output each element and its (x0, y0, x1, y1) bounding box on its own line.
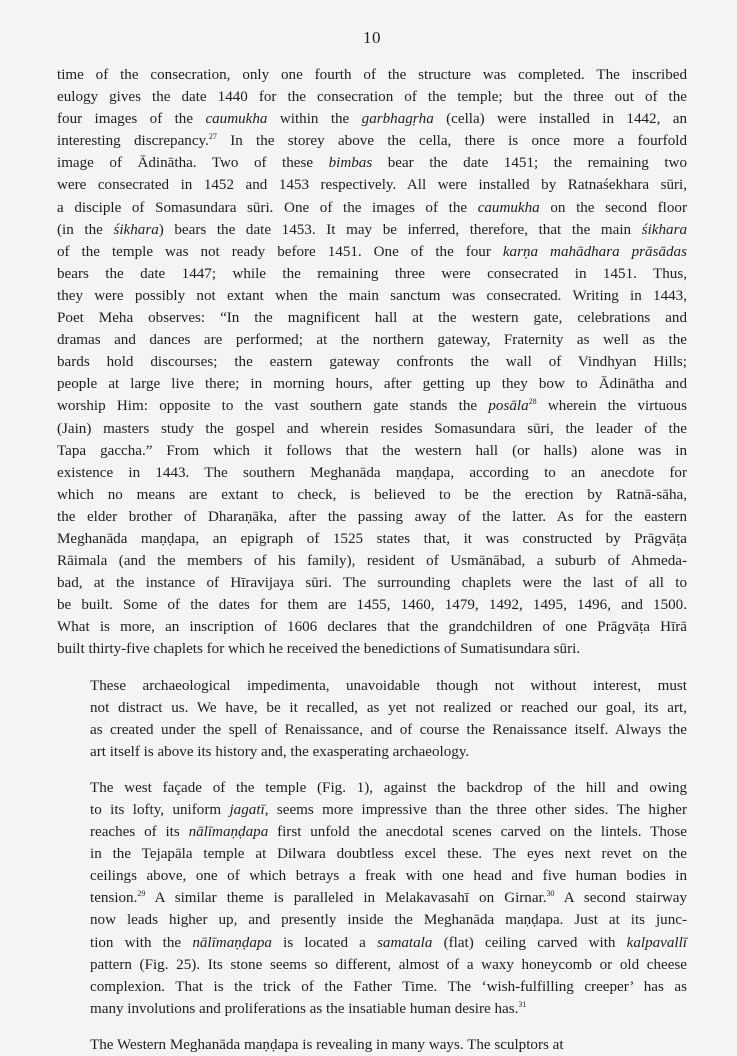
italic-term: caumukha (477, 199, 540, 216)
italic-term: caumukha (205, 111, 268, 128)
text-line (57, 799, 687, 821)
text-run: interesting discrepancy. (57, 133, 209, 150)
text-run: as created under the spell of Renaissance, and of course the Renaissance itself. Always the (90, 721, 687, 738)
text-run: (in the (57, 221, 114, 238)
text-run: be built. Some of the dates for them are 1455, 1460, 1479, 1492, 1495, 1496, and 1500. (57, 597, 687, 614)
italic-term: kalpavallī (626, 934, 687, 951)
text-line (57, 638, 687, 660)
footnote-ref: 28 (528, 397, 537, 407)
text-line (57, 675, 687, 697)
text-line (57, 484, 687, 506)
text-run: bear the date 1451; the remaining two (372, 155, 687, 172)
text-line (57, 954, 687, 976)
text-line (57, 373, 687, 395)
text-run: bards hold discourses; the eastern gateway confronts the wall of Vindhyan Hills; (57, 354, 687, 371)
italic-term: nālīmaṇḍapa (192, 934, 272, 951)
text-line (57, 197, 687, 219)
text-run: (flat) ceiling carved with (432, 934, 627, 951)
text-line (57, 719, 687, 741)
text-run: on the second floor (539, 199, 687, 216)
text-line (57, 241, 687, 263)
text-run: is located a (271, 934, 378, 951)
text-run: bears the date 1447; while the remaining three were consecrated in 1451. Thus, (57, 265, 687, 282)
text-line (57, 1034, 687, 1056)
text-run: which no means are extant to check, is believed to be the erection by Ratnā-sāha, (57, 486, 687, 503)
footnote-ref: 31 (518, 999, 527, 1009)
text-run: people at large live there; in morning hours, after getting up they bow to Ādinātha and (57, 376, 687, 393)
text-line (57, 351, 687, 373)
text-line (57, 263, 687, 285)
text-run: ceilings above, one of which betrays a freak with one head and five human bodies in (90, 868, 687, 885)
text-run: In the storey above the cella, there is once more a fourfold (216, 133, 687, 150)
text-run: many involutions and proliferations as the insatiable human desire has. (90, 1000, 519, 1017)
text-line (57, 528, 687, 550)
text-run: pattern (Fig. 25). Its stone seems so different, almost of a waxy honeycomb or old cheese (90, 956, 687, 973)
italic-term: śikhara (113, 221, 159, 238)
text-line (57, 395, 687, 417)
text-run: Rāimala (and the members of his family), resident of Usmānābad, a suburb of Ahmeda- (57, 553, 687, 570)
text-line (57, 174, 687, 196)
text-line (57, 64, 687, 86)
text-run: now leads higher up, and presently inside the Meghanāda maṇḍapa. Just at its junc- (90, 912, 687, 929)
text-line (57, 418, 687, 440)
text-line (57, 741, 687, 763)
text-run: image of Ādinātha. Two of these (57, 155, 329, 172)
text-run: built thirty-five chaplets for which he received the benedictions of Sumatisundara sūri. (57, 641, 581, 658)
paragraph (57, 64, 687, 661)
text-line (57, 843, 687, 865)
text-run: four images of the (57, 111, 206, 128)
text-run: not distract us. We have, be it recalled, as yet not realized or reached our goal, its art, (90, 699, 687, 716)
text-line (57, 909, 687, 931)
italic-term: posāla (488, 398, 529, 415)
text-run: These archaeological impedimenta, unavoidable though not without interest, must (90, 677, 687, 694)
text-run: (cella) were installed in 1442, an (433, 111, 687, 128)
text-run: dramas and dances are performed; at the northern gateway, Fraternity as well as the (57, 332, 687, 349)
text-line (57, 285, 687, 307)
text-line (57, 697, 687, 719)
text-line (57, 865, 687, 887)
text-line (57, 307, 687, 329)
text-run: they were possibly not extant when the main sanctum was consecrated. Writing in 1443, (57, 287, 687, 304)
text-run: complexion. That is the trick of the Father Time. The ‘wish-fulfilling creeper’ has as (90, 978, 687, 995)
text-line (57, 976, 687, 998)
text-run: within the (267, 111, 362, 128)
text-line (57, 462, 687, 484)
text-line (57, 108, 687, 130)
paragraph (57, 777, 687, 1020)
text-run: eulogy gives the date 1440 for the consecration of the temple; but the three out of the (57, 89, 687, 106)
italic-term: śikhara (641, 221, 687, 238)
italic-term: jagatī (229, 802, 265, 818)
text-line (57, 440, 687, 462)
text-line (57, 572, 687, 594)
text-run: The west façade of the temple (Fig. 1), against the backdrop of the hill and owing (90, 779, 687, 796)
text-run: A second stairway (554, 890, 687, 907)
text-run: of the temple was not ready before 1451. One of the four (57, 243, 503, 260)
text-run: worship Him: opposite to the vast southern gate stands the (57, 398, 489, 415)
text-run: art itself is above its history and, the exasperating archaeology. (90, 743, 470, 760)
text-run: (Jain) masters study the gospel and wherein resides Somasundara sūri, the leader of the (57, 420, 687, 437)
italic-term: garbhagṛha (361, 111, 434, 128)
text-line (57, 130, 687, 152)
text-run: time of the consecration, only one fourth of the structure was completed. The inscribed (57, 67, 687, 83)
italic-term: samatala (377, 934, 433, 951)
text-line (57, 329, 687, 351)
text-run: wherein the virtuous (536, 398, 687, 415)
italic-term: karṇa mahādhara prāsādas (502, 243, 687, 260)
text-run: the elder brother of Dharaṇāka, after the passing away of the latter. As for the eastern (57, 508, 687, 525)
footnote-ref: 29 (137, 889, 146, 899)
text-run: a disciple of Somasundara sūri. One of the images of the (57, 199, 478, 216)
text-run: bad, at the instance of Hīravijaya sūri. The surrounding chaplets were the last of all to (57, 575, 687, 592)
text-run: Poet Meha observes: “In the magnificent hall at the western gate, celebrations and (57, 310, 687, 327)
text-run: existence in 1443. The southern Meghanāda maṇḍapa, according to an anecdote for (57, 464, 687, 481)
text-line (57, 821, 687, 843)
body-text (57, 64, 687, 1056)
text-line (57, 777, 687, 799)
page-number: 10 (363, 28, 381, 47)
text-line (57, 887, 687, 909)
text-line (57, 998, 687, 1020)
text-run: tension. (90, 890, 138, 907)
text-run: reaches of its (90, 824, 189, 841)
text-line (57, 506, 687, 528)
text-run: The Western Meghanāda maṇḍapa is revealing in many ways. The sculptors at (90, 1036, 564, 1053)
text-run: ) bears the date 1453. It may be inferred, therefore, that the main (158, 221, 642, 238)
footnote-ref: 27 (208, 132, 217, 142)
text-run: Meghanāda maṇḍapa, an epigraph of 1525 states that, it was constructed by Prāgvāṭa (57, 530, 687, 547)
text-run: in the Tejapāla temple at Dilwara doubtless excel these. The eyes next revet on the (90, 846, 687, 863)
footnote-ref: 30 (546, 889, 555, 899)
text-line (57, 616, 687, 638)
text-line (57, 86, 687, 108)
text-run: tion with the (90, 934, 193, 951)
text-run: Tapa gaccha.” From which it follows that the western hall (or halls) alone was in (57, 442, 687, 459)
paragraph (57, 675, 687, 763)
text-line (57, 932, 687, 954)
text-run: , seems more impressive than the three other sides. The higher (264, 802, 687, 818)
text-run: first unfold the anecdotal scenes carved on the lintels. Those (268, 824, 687, 841)
italic-term: bimbas (328, 155, 373, 172)
text-run: to its lofty, uniform (90, 802, 230, 818)
text-run: A similar theme is paralleled in Melakavasahī on Girnar. (145, 890, 547, 907)
text-line (57, 152, 687, 174)
text-run: What is more, an inscription of 1606 declares that the grandchildren of one Prāgvāṭa Hīrā (57, 619, 687, 636)
text-run: were consecrated in 1452 and 1453 respectively. All were installed by Ratnaśekhara sūri, (57, 177, 687, 194)
text-line (57, 219, 687, 241)
paragraph (57, 1034, 687, 1056)
italic-term: nālīmaṇḍapa (188, 824, 269, 841)
text-line (57, 550, 687, 572)
text-line (57, 594, 687, 616)
